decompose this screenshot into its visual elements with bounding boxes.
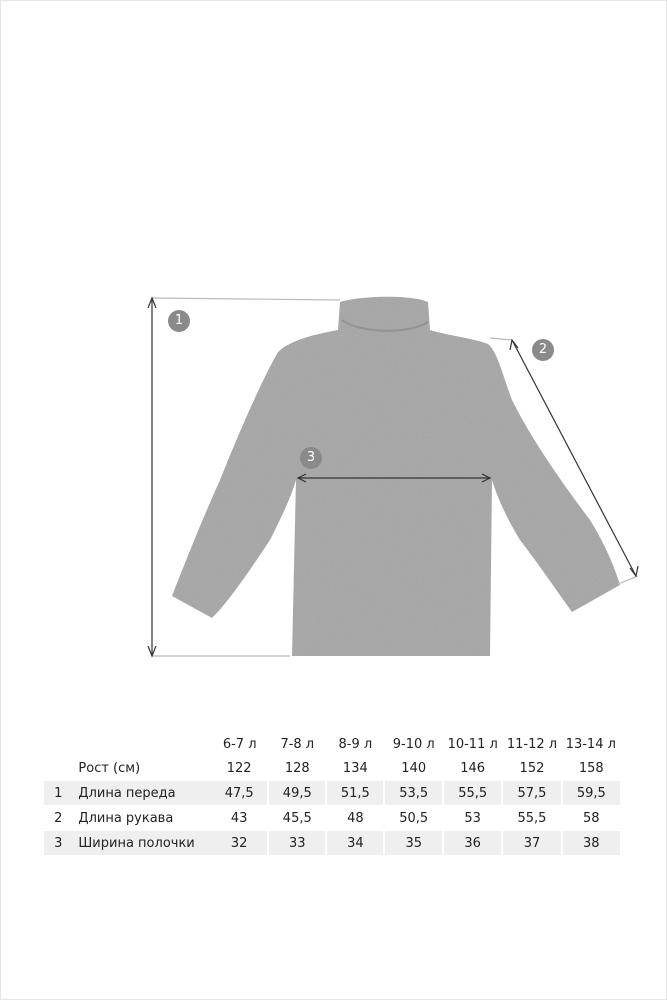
table-cell: 57,5 xyxy=(502,781,561,806)
table-cell: 152 xyxy=(502,756,561,781)
table-cell: 36 xyxy=(443,831,502,856)
marker-1: 1 xyxy=(168,310,190,332)
table-row xyxy=(44,806,620,831)
table-row xyxy=(44,756,620,781)
table-cell: 122 xyxy=(211,756,268,781)
table-cell: 47,5 xyxy=(211,781,268,806)
row-label: Длина переда xyxy=(72,781,211,806)
table-row xyxy=(44,831,620,856)
table-cell: 53,5 xyxy=(384,781,443,806)
size-13-14: 13-14 л xyxy=(565,736,616,752)
table-cell: 134 xyxy=(326,756,384,781)
row-label: Рост (см) xyxy=(72,756,211,781)
table-cell: 53 xyxy=(443,806,502,831)
table-cell: 37 xyxy=(502,831,561,856)
table-cell: 51,5 xyxy=(326,781,384,806)
size-8-9: 8-9 л xyxy=(338,736,373,752)
table-cell: 50,5 xyxy=(384,806,443,831)
size-10-11: 10-11 л xyxy=(447,736,498,752)
size-header-row xyxy=(44,732,620,756)
table-cell: 45,5 xyxy=(268,806,326,831)
table-cell: 55,5 xyxy=(443,781,502,806)
table-cell: 33 xyxy=(268,831,326,856)
size-7-8: 7-8 л xyxy=(280,736,315,752)
row-number: 2 xyxy=(44,806,72,831)
marker-2: 2 xyxy=(532,339,554,361)
row-label: Длина рукава xyxy=(72,806,211,831)
row-number: 3 xyxy=(44,831,72,856)
marker-3: 3 xyxy=(300,447,322,469)
table-cell: 35 xyxy=(384,831,443,856)
table-cell: 158 xyxy=(562,756,620,781)
row-number xyxy=(44,756,72,781)
table-row xyxy=(44,781,620,806)
row-label: Ширина полочки xyxy=(72,831,211,856)
table-cell: 32 xyxy=(211,831,268,856)
table-cell: 58 xyxy=(562,806,620,831)
table-cell: 140 xyxy=(384,756,443,781)
size-6-7: 6-7 л xyxy=(222,736,257,752)
size-11-12: 11-12 л xyxy=(506,736,558,752)
row-number: 1 xyxy=(44,781,72,806)
table-cell: 48 xyxy=(326,806,384,831)
table-cell: 59,5 xyxy=(562,781,620,806)
table-cell: 43 xyxy=(211,806,268,831)
table-cell: 38 xyxy=(562,831,620,856)
table-cell: 34 xyxy=(326,831,384,856)
size-table xyxy=(44,732,620,856)
table-cell: 49,5 xyxy=(268,781,326,806)
size-9-10: 9-10 л xyxy=(392,736,435,752)
table-cell: 55,5 xyxy=(502,806,561,831)
table-cell: 128 xyxy=(268,756,326,781)
table-cell: 146 xyxy=(443,756,502,781)
